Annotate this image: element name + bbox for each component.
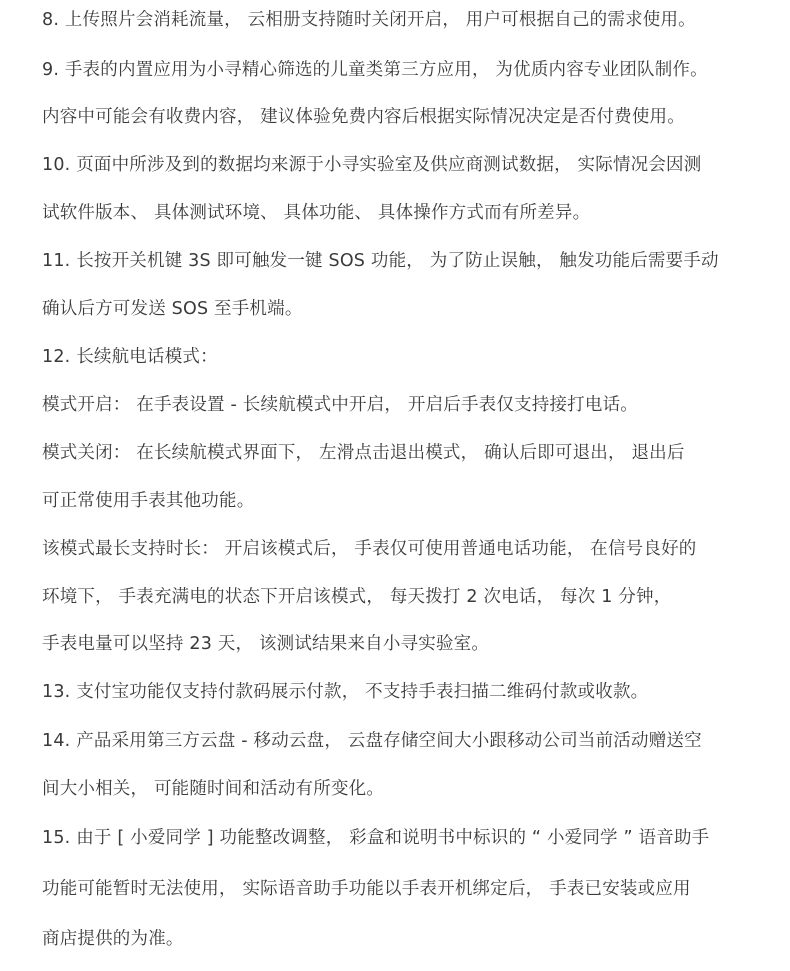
- text-line: 该模式最长支持时长： 开启该模式后， 手表仅可使用普通电话功能， 在信号良好的: [42, 539, 697, 559]
- text-line: 手表电量可以坚持 23 天， 该测试结果来自小寻实验室。: [42, 634, 490, 654]
- text-line: 模式开启： 在手表设置 - 长续航模式中开启， 开启后手表仅支持接打电话。: [42, 395, 638, 415]
- text-line: 确认后方可发送 SOS 至手机端。: [42, 299, 303, 319]
- text-line: 10. 页面中所涉及到的数据均来源于小寻实验室及供应商测试数据， 实际情况会因测: [42, 155, 702, 175]
- text-line: 12. 长续航电话模式：: [42, 347, 218, 367]
- text-line: 11. 长按开关机键 3S 即可触发一键 SOS 功能， 为了防止误触， 触发功能后需要手动: [42, 251, 719, 271]
- text-line: 模式关闭： 在长续航模式界面下， 左滑点击退出模式， 确认后即可退出， 退出后: [42, 443, 685, 463]
- text-line: 15. 由于 [ 小爱同学 ] 功能整改调整， 彩盒和说明书中标识的 “ 小爱同学 ” 语音助手: [42, 828, 710, 848]
- text-line: 8. 上传照片会消耗流量， 云相册支持随时关闭开启， 用户可根据自己的需求使用。: [42, 10, 696, 30]
- text-line: 可正常使用手表其他功能。: [42, 491, 255, 511]
- text-line: 内容中可能会有收费内容， 建议体验免费内容后根据实际情况决定是否付费使用。: [42, 107, 685, 127]
- text-line: 试软件版本、 具体测试环境、 具体功能、 具体操作方式而有所差异。: [42, 203, 591, 223]
- text-line: 商店提供的为准。: [42, 929, 184, 949]
- text-line: 环境下， 手表充满电的状态下开启该模式， 每天拨打 2 次电话， 每次 1 分钟，: [42, 587, 672, 607]
- text-line: 9. 手表的内置应用为小寻精心筛选的儿童类第三方应用， 为优质内容专业团队制作。: [42, 60, 708, 80]
- text-line: 14. 产品采用第三方云盘 - 移动云盘， 云盘存储空间大小跟移动公司当前活动赠送空: [42, 731, 702, 751]
- text-line: 13. 支付宝功能仅支持付款码展示付款， 不支持手表扫描二维码付款或收款。: [42, 682, 649, 702]
- text-line: 功能可能暂时无法使用， 实际语音助手功能以手表开机绑定后， 手表已安装或应用: [42, 879, 691, 899]
- text-line: 间大小相关， 可能随时间和活动有所变化。: [42, 779, 385, 799]
